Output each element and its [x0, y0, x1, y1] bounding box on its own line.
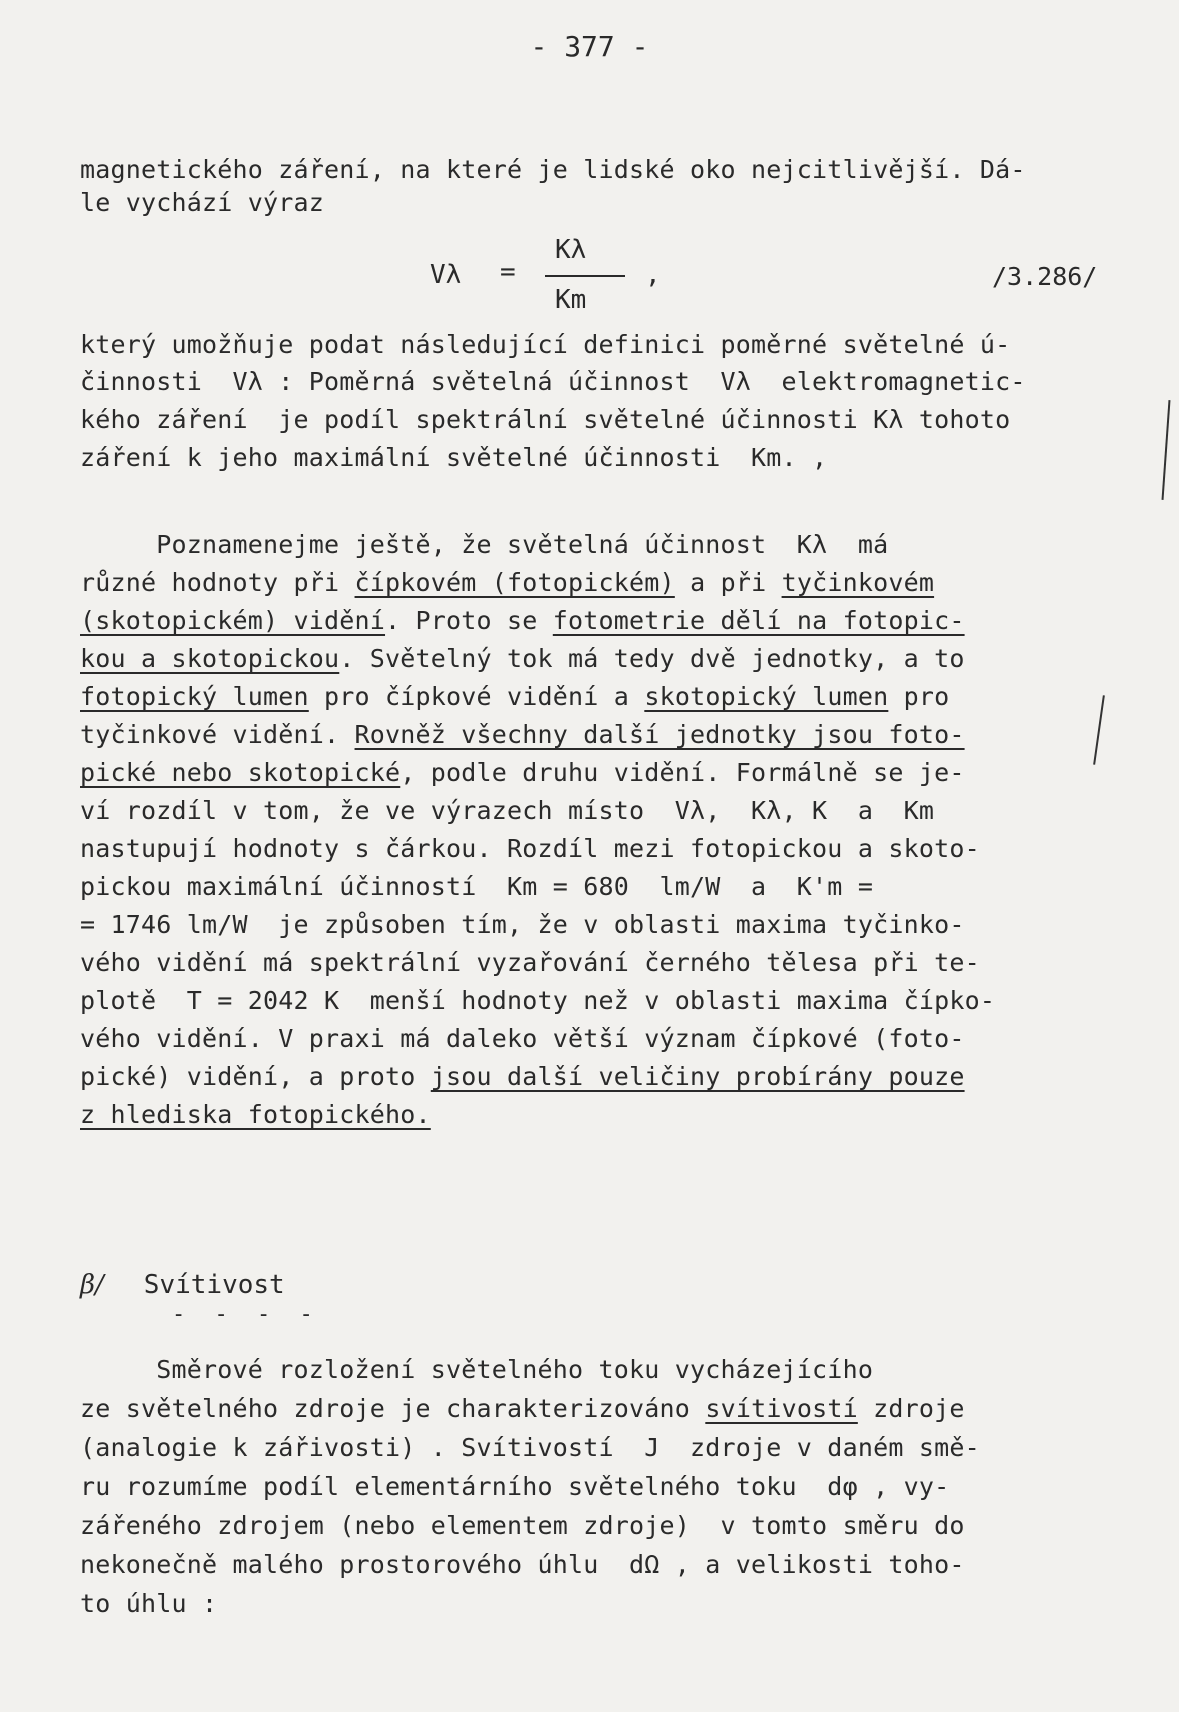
text-line: (analogie k zářivosti) . Svítivostí J zdroje v daném smě-	[80, 1433, 980, 1462]
underlined-term: pické nebo skotopické	[80, 758, 401, 787]
text-line: vého vidění má spektrální vyzařování černého tělesa při te-	[80, 948, 980, 977]
text-line: le vychází výraz	[80, 188, 325, 217]
formula-numerator: Kλ	[555, 235, 587, 265]
underlined-term: fotopický lumen	[80, 682, 309, 711]
underlined-term: jsou další veličiny probírány pouze	[430, 1062, 965, 1091]
text-line	[80, 606, 965, 636]
underlined-term: (skotopickém) vidění	[80, 606, 386, 635]
underlined-term: kou a skotopickou	[80, 644, 340, 673]
text-span: zdroje	[857, 1394, 965, 1423]
text-line: ru rozumíme podíl elementárního světelného toku dφ , vy-	[80, 1472, 950, 1501]
text-line	[80, 644, 965, 674]
text-line: plotě T = 2042 K menší hodnoty než v oblasti maxima čípko-	[80, 986, 996, 1015]
text-line: kého záření je podíl spektrální světelné účinnosti Kλ tohoto	[80, 405, 1011, 434]
text-line: = 1746 lm/W je způsoben tím, že v oblasti maxima tyčinko-	[80, 910, 965, 939]
text-line: vého vidění. V praxi má daleko větší význam čípkové (foto-	[80, 1024, 965, 1053]
text-line	[80, 1100, 431, 1130]
text-line	[80, 1062, 965, 1092]
underlined-term: čípkovém (fotopickém)	[354, 568, 675, 597]
text-line: magnetického záření, na které je lidské oko nejcitlivější. Dá-	[80, 155, 1026, 184]
margin-line	[1093, 695, 1105, 765]
section-heading	[80, 1270, 285, 1300]
formula-3-286	[430, 235, 661, 325]
text-line: Směrové rozložení světelného toku vycházejícího	[80, 1355, 874, 1384]
text-span: pické) vidění, a proto	[80, 1062, 431, 1091]
text-span: a při	[674, 568, 782, 597]
heading-dash-underline: - - - -	[172, 1302, 321, 1327]
text-span: tyčinkové vidění.	[80, 720, 355, 749]
formula-denominator: Km	[555, 285, 587, 315]
underlined-term: z hlediska fotopického.	[80, 1100, 431, 1129]
underlined-term: Rovněž všechny další jednotky jsou foto-	[354, 720, 965, 749]
underlined-term: tyčinkovém	[781, 568, 935, 597]
text-span: ze světelného zdroje je charakterizováno	[80, 1394, 706, 1423]
text-line	[80, 568, 934, 598]
formula-equals: =	[500, 257, 516, 287]
text-span: . Proto se	[385, 606, 553, 635]
text-line: činnosti Vλ : Poměrná světelná účinnost Vλ elektromagnetic-	[80, 367, 1026, 396]
text-line: záření k jeho maximální světelné účinnosti Km. ,	[80, 443, 828, 472]
text-line: ví rozdíl v tom, že ve výrazech místo Vλ, Kλ, K a Km	[80, 796, 935, 825]
text-line	[80, 720, 965, 750]
text-line: nekonečně malého prostorového úhlu dΩ , a velikosti toho-	[80, 1550, 965, 1579]
underlined-term: svítivostí	[705, 1394, 858, 1423]
margin-line	[1162, 400, 1171, 500]
section-title: Svítivost	[143, 1270, 285, 1300]
text-line: nastupují hodnoty s čárkou. Rozdíl mezi fotopickou a skoto-	[80, 834, 980, 863]
text-line	[80, 758, 965, 788]
text-span: pro	[888, 682, 950, 711]
underlined-term: skotopický lumen	[644, 682, 889, 711]
text-line: to úhlu :	[80, 1589, 218, 1618]
formula-comma: ,	[645, 260, 661, 290]
text-span: . Světelný tok má tedy dvě jednotky, a to	[339, 644, 965, 673]
text-span: pro čípkové vidění a	[308, 682, 645, 711]
fraction-bar	[545, 275, 625, 277]
text-line	[80, 1394, 965, 1424]
text-span: , podle druhu vidění. Formálně se je-	[400, 758, 965, 787]
page-number: - 377 -	[530, 30, 649, 63]
text-line: pickou maximální účinností Km = 680 lm/W a K'm =	[80, 872, 874, 901]
text-line: Poznamenejme ještě, že světelná účinnost Kλ má	[80, 530, 889, 559]
section-marker: β/	[80, 1270, 104, 1300]
text-line: zářeného zdrojem (nebo elementem zdroje) v tomto směru do	[80, 1511, 965, 1540]
equation-number: /3.286/	[992, 262, 1098, 291]
formula-lhs: Vλ	[430, 260, 462, 290]
text-line: který umožňuje podat následující definici poměrné světelné ú-	[80, 330, 1011, 359]
text-line	[80, 682, 949, 712]
underlined-term: fotometrie dělí na fotopic-	[552, 606, 965, 635]
text-span: různé hodnoty při	[80, 568, 355, 597]
